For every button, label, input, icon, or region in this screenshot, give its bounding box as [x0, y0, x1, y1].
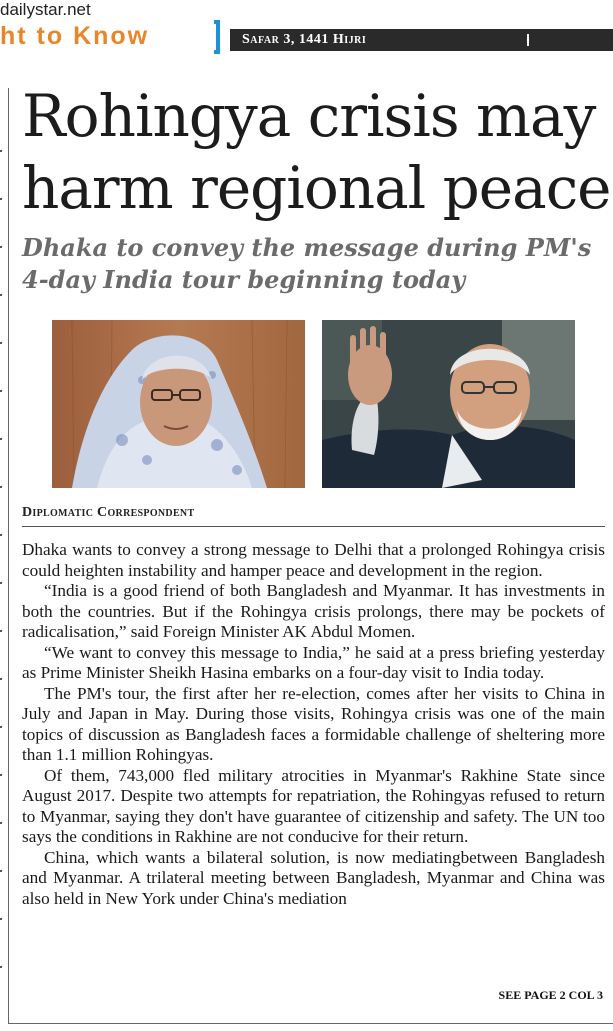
paragraph: Dhaka wants to convey a strong message to Delhi that a prolonged Rohingya crisis could heighten instability and hamper peace and development in the region. — [22, 540, 605, 580]
left-column-rule — [8, 88, 9, 1023]
left-margin-marks — [0, 150, 4, 1014]
subheadline: Dhaka to convey the message during PM's 4-day India tour beginning today — [22, 233, 592, 294]
paragraph: “We want to convey this message to India,” he said at a press briefing yesterday as Prime Minister Sheikh Hasina embarks on a four-day visit to India today. — [22, 642, 605, 682]
paragraph: China, which wants a bilateral solution, is now mediatingbetween Bangladesh and Myanmar. A trilateral meeting between Bangladesh, Myanmar and China was also held in New York under China's mediation — [22, 847, 605, 908]
paragraph: Of them, 743,000 fled military atrocities in Myanmar's Rakhine State since August 2017. Despite two attempts for repatriation, the Rohingyas refused to return to Myanmar, saying they don't have guarantee of citizenship and safety. The UN too says the conditions in Rakhine are not conducive for their return. — [22, 765, 605, 846]
paragraph: “India is a good friend of both Bangladesh and Myanmar. It has investments in both the countries. But if the Rohingya crisis prolongs, there may be pockets of radicalisation,” said Foreign Minister AK Abdul Momen. — [22, 581, 605, 641]
bottom-rule — [8, 1023, 613, 1024]
hijri-date: Safar 3, 1441 Hijri — [242, 32, 367, 47]
continuation-link[interactable]: SEE PAGE 2 COL 3 — [498, 988, 603, 1002]
bracket-decoration — [214, 20, 220, 54]
byline: Diplomatic Correspondent — [22, 505, 195, 520]
byline-divider — [22, 526, 605, 527]
photo-sheikh-hasina — [52, 320, 305, 488]
date-bar — [230, 29, 613, 51]
headline: Rohingya crisis may harm regional peace — [22, 82, 611, 222]
date-separator — [527, 34, 529, 46]
site-url: dailystar.net — [0, 0, 91, 19]
photo-narendra-modi — [322, 320, 575, 488]
paragraph: The PM's tour, the first after her re-election, comes after her visits to China in July and Japan in May. During those visits, Rohingya crisis was one of the main topics of discussion as Bangladesh faces a formidable challenge of sheltering more than 1.1 million Rohingyas. — [22, 683, 605, 764]
masthead-tagline: ht to Know — [0, 22, 150, 50]
article-body — [22, 540, 605, 909]
